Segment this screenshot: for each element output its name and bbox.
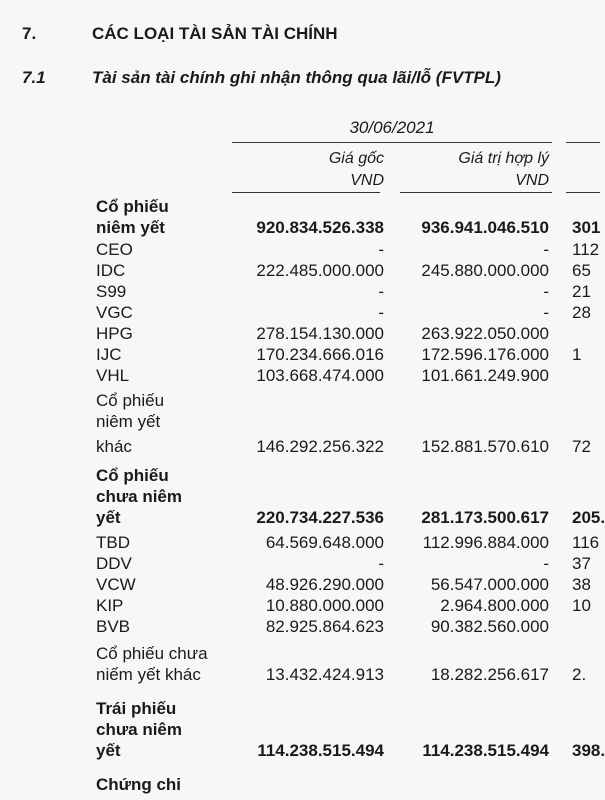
fair-value: 172.596.176.000 bbox=[421, 345, 549, 364]
row-label: Cổ phiếu bbox=[96, 391, 165, 410]
prior-period-value: 2. bbox=[572, 665, 587, 684]
prior-period-value: 398. bbox=[572, 741, 605, 760]
cost-value: 220.734.227.536 bbox=[256, 508, 384, 527]
fair-value: - bbox=[543, 282, 549, 301]
prior-period-value: 37 bbox=[572, 554, 591, 573]
section-title: CÁC LOẠI TÀI SẢN TÀI CHÍNH bbox=[92, 24, 338, 43]
row-label: IJC bbox=[96, 345, 122, 364]
cost-value: 103.668.474.000 bbox=[256, 366, 384, 385]
prior-period-value: 205. bbox=[572, 508, 605, 527]
row-label: HPG bbox=[96, 324, 133, 343]
prior-period-value: 10 bbox=[572, 596, 591, 615]
cost-value: - bbox=[378, 554, 384, 573]
row-label: Cổ phiếu chưa bbox=[96, 644, 208, 663]
fair-value: 263.922.050.000 bbox=[421, 324, 549, 343]
table-row bbox=[0, 390, 600, 411]
cost-value: 146.292.256.322 bbox=[256, 437, 384, 456]
row-label: yết bbox=[96, 508, 121, 527]
table-row bbox=[0, 574, 600, 595]
cost-header-label: Giá gốc bbox=[328, 150, 384, 167]
fair-value-header-unit: VND bbox=[515, 172, 549, 189]
cost-value: - bbox=[378, 240, 384, 259]
fair-value: 152.881.570.610 bbox=[421, 437, 549, 456]
fair-value: 281.173.500.617 bbox=[421, 508, 549, 527]
cost-header-unit: VND bbox=[350, 172, 384, 189]
period-underline bbox=[232, 142, 552, 143]
row-label: VCW bbox=[96, 575, 136, 594]
cost-value: 10.880.000.000 bbox=[265, 596, 384, 615]
table-row bbox=[0, 323, 600, 344]
table-row bbox=[0, 281, 600, 302]
table-row bbox=[0, 365, 600, 386]
table-row bbox=[0, 507, 605, 528]
fair-header-underline bbox=[400, 192, 552, 193]
table-row bbox=[0, 302, 600, 323]
row-label: KIP bbox=[96, 596, 124, 615]
fair-value: 112.996.884.000 bbox=[422, 533, 549, 552]
table-row bbox=[0, 436, 600, 457]
subsection-title: Tài sản tài chính ghi nhận thông qua lãi/lỗ (FVTPL) bbox=[92, 68, 501, 87]
prior-period-value: 38 bbox=[572, 575, 591, 594]
row-label: TBD bbox=[96, 533, 130, 552]
cost-value: 114.238.515.494 bbox=[257, 741, 384, 760]
table-row bbox=[0, 740, 605, 761]
cost-header-underline bbox=[232, 192, 380, 193]
row-label: VGC bbox=[96, 303, 133, 322]
fair-value: 114.238.515.494 bbox=[422, 741, 549, 760]
fair-value: 2.964.800.000 bbox=[440, 596, 549, 615]
row-label: niêm yết bbox=[96, 412, 161, 431]
fair-value: 936.941.046.510 bbox=[421, 218, 549, 237]
table-row bbox=[0, 239, 600, 260]
fair-value: 56.547.000.000 bbox=[430, 575, 549, 594]
table-row bbox=[0, 643, 600, 664]
subsection-number: 7.1 bbox=[22, 68, 46, 87]
prior-period-value: 301 bbox=[572, 218, 601, 237]
row-label: Cổ phiếu bbox=[96, 197, 169, 216]
cost-value: 64.569.648.000 bbox=[265, 533, 384, 552]
fair-value: - bbox=[543, 303, 549, 322]
cost-value: 278.154.130.000 bbox=[256, 324, 384, 343]
cost-value: - bbox=[378, 282, 384, 301]
prior-period-value: 21 bbox=[572, 282, 591, 301]
row-label: niêm yết bbox=[96, 218, 165, 237]
fair-value-header-label: Giá trị hợp lý bbox=[458, 150, 549, 167]
row-label: chưa niêm bbox=[96, 487, 183, 506]
prior-period-value: 72 bbox=[572, 437, 591, 456]
fair-value: - bbox=[543, 240, 549, 259]
table-row bbox=[0, 486, 600, 507]
table-row bbox=[0, 196, 600, 217]
fair-value: 101.661.249.900 bbox=[421, 366, 549, 385]
fair-value: 18.282.256.617 bbox=[430, 665, 549, 684]
fair-value: 245.880.000.000 bbox=[421, 261, 549, 280]
table-row bbox=[0, 344, 600, 365]
section-number: 7. bbox=[22, 24, 37, 43]
cost-value: - bbox=[378, 303, 384, 322]
period-header: 30/06/2021 bbox=[349, 118, 435, 137]
row-label: Cổ phiếu bbox=[96, 466, 169, 485]
row-label: chưa niêm bbox=[96, 720, 183, 739]
cost-value: 48.926.290.000 bbox=[265, 575, 384, 594]
row-label: BVB bbox=[96, 617, 131, 636]
table-row bbox=[0, 616, 600, 637]
fair-value: - bbox=[543, 554, 549, 573]
table-row bbox=[0, 719, 600, 740]
table-row bbox=[0, 553, 600, 574]
row-label: DDV bbox=[96, 554, 132, 573]
table-row bbox=[0, 774, 600, 795]
table-row bbox=[0, 595, 600, 616]
prior-header-underline bbox=[566, 192, 600, 193]
prior-period-value: 116 bbox=[572, 533, 600, 552]
row-label: Trái phiếu bbox=[96, 699, 177, 718]
table-row bbox=[0, 532, 600, 553]
cost-value: 82.925.864.623 bbox=[265, 617, 384, 636]
table-row bbox=[0, 217, 600, 238]
fair-value: 90.382.560.000 bbox=[430, 617, 549, 636]
row-label: CEO bbox=[96, 240, 133, 259]
table-row bbox=[0, 260, 600, 281]
cost-value: 222.485.000.000 bbox=[256, 261, 384, 280]
row-label: niếm yết khác bbox=[96, 665, 201, 684]
table-row bbox=[0, 664, 600, 685]
cost-column-header bbox=[329, 148, 384, 192]
row-label: Chứng chi bbox=[96, 775, 182, 794]
cost-value: 170.234.666.016 bbox=[256, 345, 384, 364]
prior-period-underline bbox=[566, 142, 600, 143]
cost-value: 920.834.526.338 bbox=[256, 218, 384, 237]
table-row bbox=[0, 698, 600, 719]
fair-value-column-header bbox=[458, 148, 549, 192]
prior-period-value: 28 bbox=[572, 303, 591, 322]
row-label: S99 bbox=[96, 282, 127, 301]
table-row bbox=[0, 411, 600, 432]
cost-value: 13.432.424.913 bbox=[265, 665, 384, 684]
row-label: yết bbox=[96, 741, 121, 760]
row-label: IDC bbox=[96, 261, 126, 280]
prior-period-value: 112 bbox=[572, 240, 600, 259]
row-label: VHL bbox=[96, 366, 130, 385]
table-row bbox=[0, 465, 600, 486]
prior-period-value: 65 bbox=[572, 261, 591, 280]
row-label: khác bbox=[96, 437, 132, 456]
prior-period-value: 1 bbox=[572, 345, 582, 364]
